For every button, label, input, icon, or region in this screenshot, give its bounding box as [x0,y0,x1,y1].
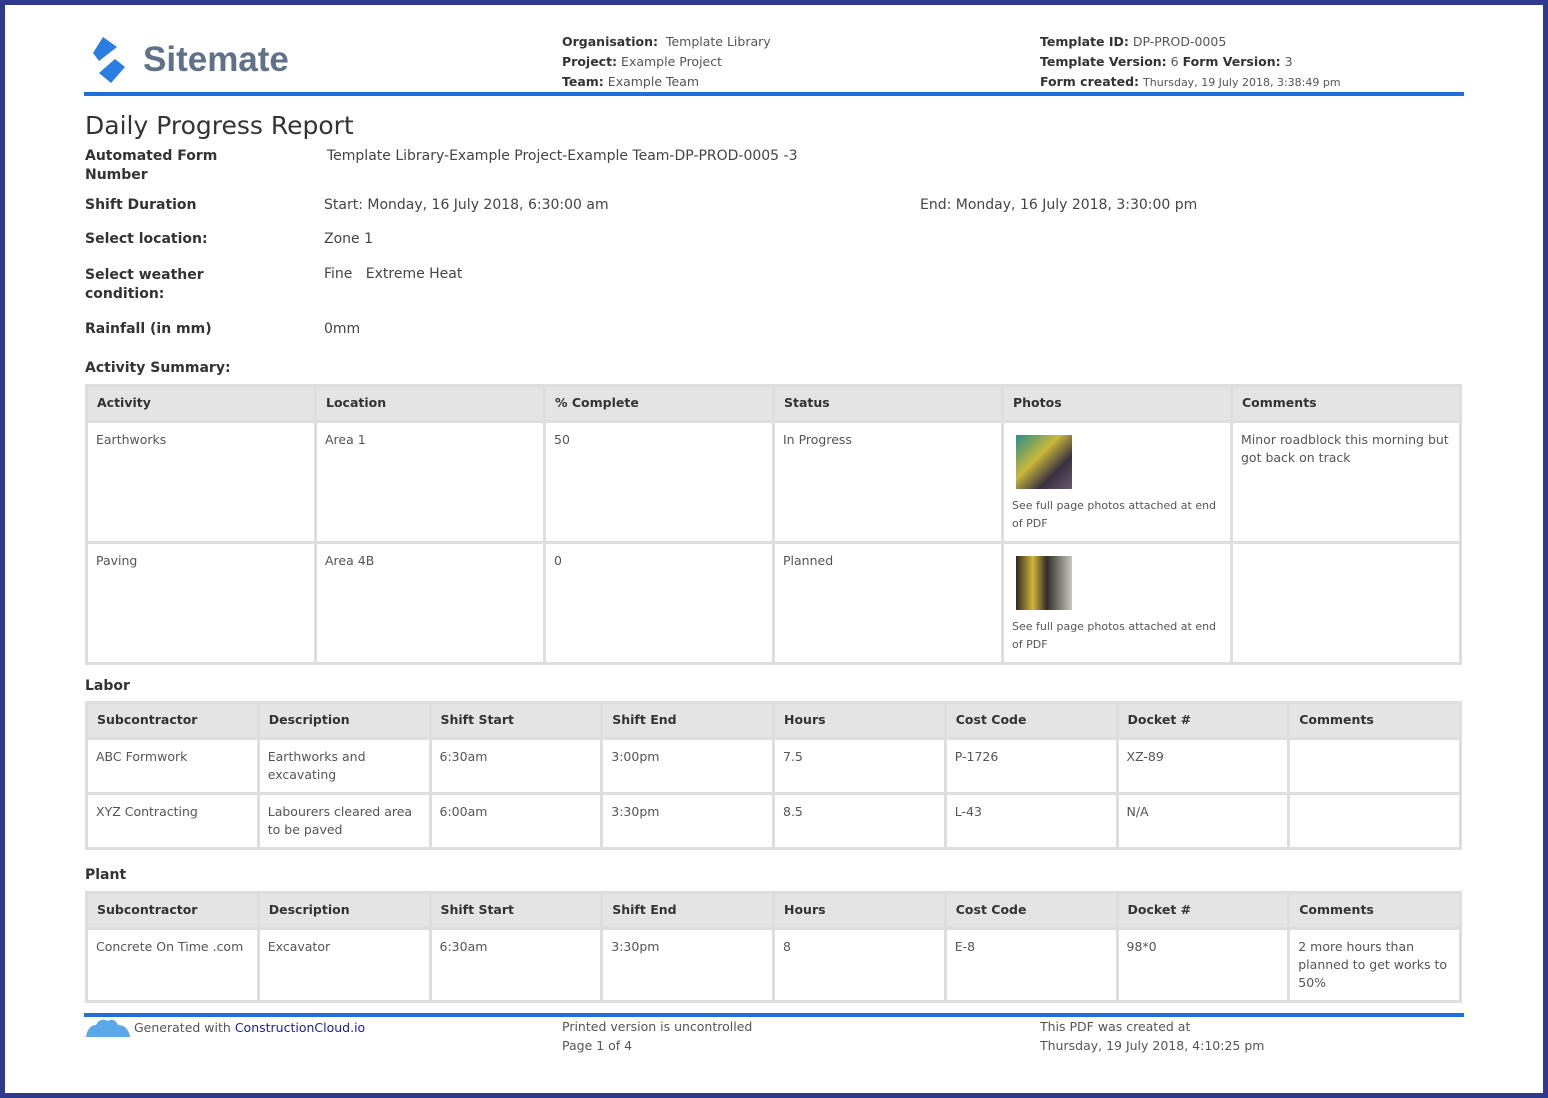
form-version-value: 3 [1284,54,1293,69]
table-cell: XYZ Contracting [87,794,259,849]
table-row [87,422,1461,543]
location-value: Zone 1 [324,231,373,247]
table-cell: Labourers cleared area to be paved [258,794,430,849]
table-cell: 98*0 [1117,929,1289,1002]
sitemate-logo-icon [89,35,129,85]
percent-cell: 50 [545,422,774,543]
template-meta [1040,32,1341,93]
table-header-row [87,893,1461,929]
form-created-value: Thursday, 19 July 2018, 3:38:49 pm [1143,76,1341,89]
page-title: Daily Progress Report [85,111,354,140]
column-header: Docket # [1117,893,1289,929]
table-row [87,794,1461,849]
photo-thumbnail[interactable] [1016,435,1072,489]
template-id-value: DP-PROD-0005 [1132,34,1227,49]
table-cell: Excavator [258,929,430,1002]
table-cell: 3:30pm [602,794,774,849]
form-number-value: Template Library-Example Project-Example Team-DP-PROD-0005 -3 [327,148,798,164]
footer-right [1040,1017,1264,1055]
photo-thumbnail[interactable] [1016,556,1072,610]
percent-cell: 0 [545,543,774,664]
column-header: Shift Start [430,703,602,739]
team-value: Example Team [607,74,700,89]
photo-caption: See full page photos attached at end of PDF [1012,499,1217,530]
weather-value: Fine Extreme Heat [324,266,463,282]
column-header: Subcontractor [87,893,259,929]
column-header: Description [258,703,430,739]
brand-name: Sitemate [143,40,289,79]
document-page [5,5,1543,1093]
template-id-label: Template ID: [1040,34,1129,49]
column-header: Status [774,386,1003,422]
table-cell: P-1726 [945,739,1117,794]
table-cell [1289,794,1461,849]
plant-section-title: Plant [85,867,127,883]
table-cell: ABC Formwork [87,739,259,794]
template-version-label: Template Version: [1040,54,1167,69]
shift-end-value: End: Monday, 16 July 2018, 3:30:00 pm [920,197,1198,213]
location-cell: Area 1 [316,422,545,543]
column-header: Subcontractor [87,703,259,739]
table-cell: 6:30am [430,929,602,1002]
table-cell [1289,739,1461,794]
table-header-row [87,703,1461,739]
org-value: Template Library [665,34,771,49]
table-cell: 6:30am [430,739,602,794]
location-cell: Area 4B [316,543,545,664]
status-cell: In Progress [774,422,1003,543]
comments-cell: Minor roadblock this morning but got back on track [1232,422,1461,543]
column-header: Hours [774,893,946,929]
table-cell: 8 [774,929,946,1002]
column-header: Location [316,386,545,422]
uncontrolled-text: Printed version is uncontrolled [562,1019,753,1034]
header-divider [84,92,1464,96]
form-number-label: Automated Form Number [85,148,218,183]
activity-table [85,384,1462,665]
column-header: Shift Start [430,893,602,929]
column-header: Comments [1289,893,1461,929]
constructioncloud-link[interactable]: ConstructionCloud.io [234,1019,366,1035]
shift-label: Shift Duration [85,197,197,213]
pdf-created-value: Thursday, 19 July 2018, 4:10:25 pm [1040,1038,1265,1053]
column-header: Shift End [602,703,774,739]
plant-table [85,891,1462,1003]
sitemate-logo [89,35,289,85]
photos-cell [1003,422,1232,543]
column-header: Photos [1003,386,1232,422]
activity-cell: Earthworks [87,422,316,543]
table-cell: 3:00pm [602,739,774,794]
table-cell: 8.5 [774,794,946,849]
photos-cell [1003,543,1232,664]
project-label: Project: [562,54,618,69]
location-label: Select location: [85,231,208,247]
table-cell: XZ-89 [1117,739,1289,794]
table-cell: Earthworks and excavating [258,739,430,794]
photo-caption: See full page photos attached at end of PDF [1012,620,1217,651]
activity-section-title: Activity Summary: [85,360,231,376]
table-header-row [87,386,1461,422]
form-created-label: Form created: [1040,74,1140,89]
labor-table [85,701,1462,850]
column-header: Docket # [1117,703,1289,739]
form-version-label: Form Version: [1182,54,1281,69]
table-cell: 7.5 [774,739,946,794]
column-header: Activity [87,386,316,422]
column-header: Cost Code [945,703,1117,739]
rainfall-value: 0mm [324,321,361,337]
project-value: Example Project [621,54,723,69]
footer-generated [84,1017,365,1037]
table-cell: E-8 [945,929,1117,1002]
activity-cell: Paving [87,543,316,664]
table-row [87,739,1461,794]
table-row [87,929,1461,1002]
table-cell: Concrete On Time .com [87,929,259,1002]
pdf-created-label: This PDF was created at [1040,1019,1191,1034]
column-header: Comments [1289,703,1461,739]
comments-cell [1232,543,1461,664]
org-label: Organisation: [562,34,658,49]
labor-section-title: Labor [85,678,130,694]
shift-start-value: Start: Monday, 16 July 2018, 6:30:00 am [324,197,609,213]
column-header: % Complete [545,386,774,422]
table-cell: 3:30pm [602,929,774,1002]
table-cell: N/A [1117,794,1289,849]
page-number: Page 1 of 4 [562,1038,633,1053]
table-row [87,543,1461,664]
team-label: Team: [562,74,604,89]
column-header: Hours [774,703,946,739]
weather-label: Select weather condition: [85,267,204,302]
table-cell: 2 more hours than planned to get works to 50% [1289,929,1461,1002]
table-cell: 6:00am [430,794,602,849]
column-header: Shift End [602,893,774,929]
table-cell: L-43 [945,794,1117,849]
template-version-value: 6 [1170,54,1179,69]
generated-text: Generated with [134,1019,231,1035]
cloud-icon [84,1017,130,1037]
status-cell: Planned [774,543,1003,664]
rainfall-label: Rainfall (in mm) [85,321,212,337]
project-meta [562,32,771,92]
column-header: Description [258,893,430,929]
footer-center [562,1017,752,1055]
column-header: Cost Code [945,893,1117,929]
column-header: Comments [1232,386,1461,422]
